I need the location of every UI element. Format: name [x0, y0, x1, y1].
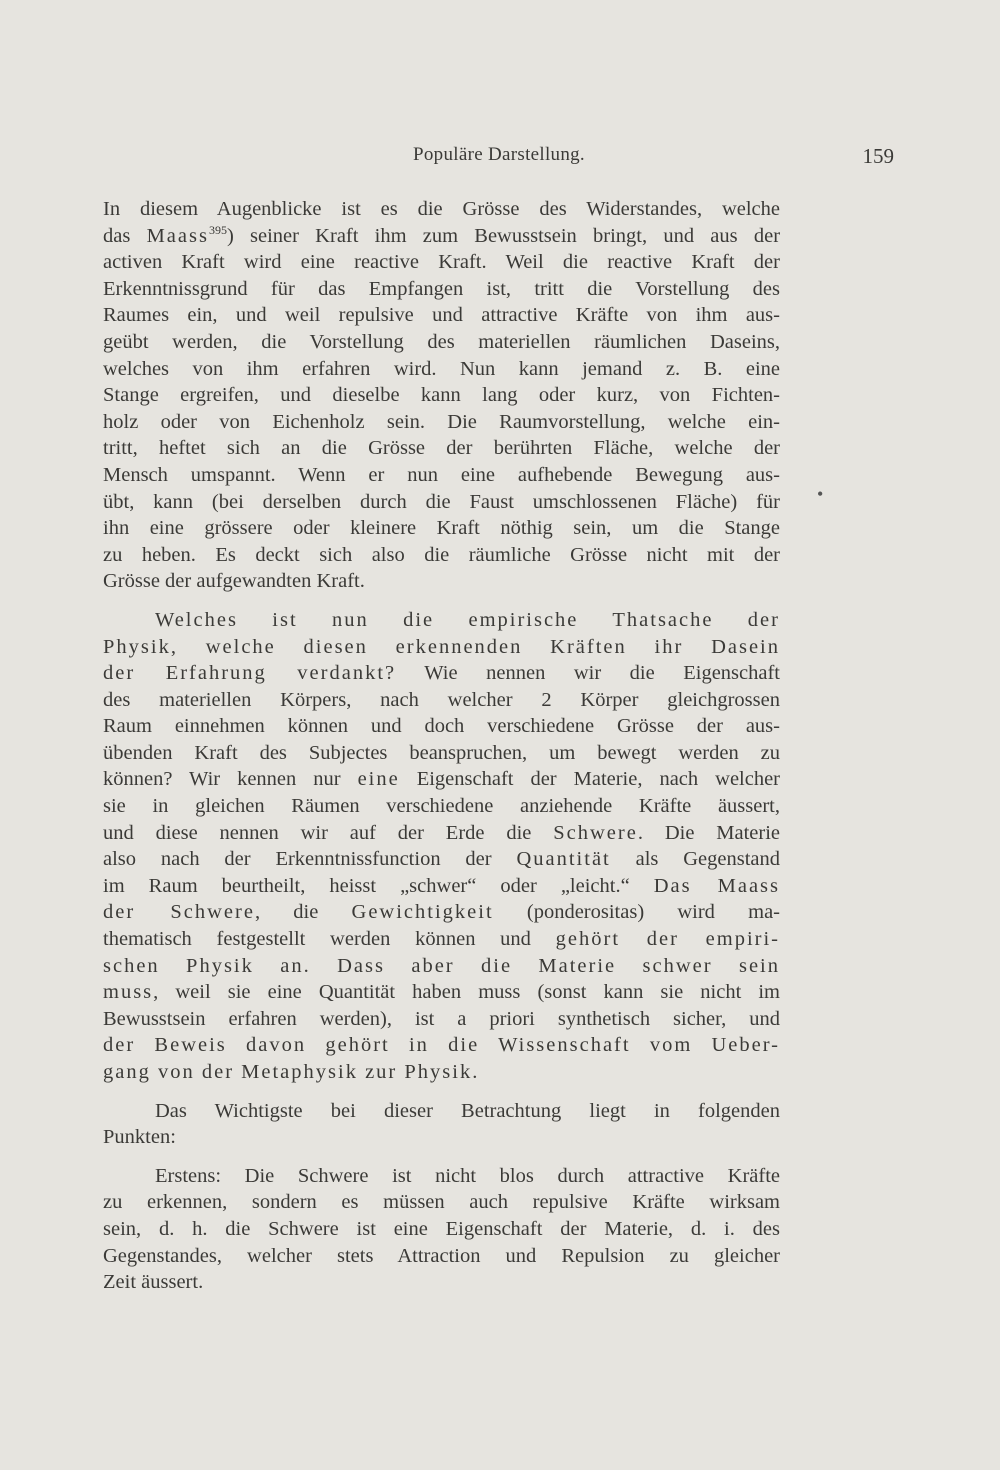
text-line: können? Wir kennen nur eine Eigenschaft der Materie, nach welcher: [103, 768, 781, 791]
text-line: zu heben. Es deckt sich also die räumliche Grösse nicht mit der: [103, 543, 780, 566]
paragraph-3: [103, 1098, 780, 1151]
text-line: Erstens: Die Schwere ist nicht blos durch attractive Kräfte: [155, 1164, 780, 1187]
text-line: Raumes ein, und weil repulsive und attractive Kräfte von ihm aus-: [103, 304, 780, 327]
text-line: Erkenntnissgrund für das Empfangen ist, tritt die Vorstellung des: [103, 277, 780, 300]
text-line: sein, d. h. die Schwere ist eine Eigenschaft der Materie, d. i. des: [103, 1217, 780, 1240]
text-line: geübt werden, die Vorstellung des materiellen räumlichen Daseins,: [103, 330, 780, 353]
text-line: muss, weil sie eine Quantität haben muss (sonst kann sie nicht im: [103, 981, 780, 1004]
text-line: des materiellen Körpers, nach welcher 2 Körper gleichgrossen: [103, 688, 780, 711]
paragraph-1: [103, 196, 780, 595]
text-line: welches von ihm erfahren wird. Nun kann jemand z. B. eine: [103, 357, 780, 380]
text-line: übenden Kraft des Subjectes beanspruchen, um bewegt werden zu: [103, 741, 780, 764]
text-line: thematisch festgestellt werden können und gehört der empiri-: [103, 928, 781, 951]
print-mark: •: [817, 484, 824, 504]
text-line: das Maass$^{395}$) seiner Kraft ihm zum Bewusstsein bringt, und aus der: [103, 222, 781, 247]
paragraph-2: [103, 607, 780, 1086]
text-line: schen Physik an. Dass aber die Materie schwer sein: [103, 954, 780, 977]
text-line: Physik, welche diesen erkennenden Kräften ihr Dasein: [103, 635, 780, 658]
text-line: der Beweis davon gehört in die Wissenschaft vom Ueber-: [103, 1034, 780, 1057]
text-line: holz oder von Eichenholz sein. Die Raumvorstellung, welche ein-: [103, 410, 780, 433]
text-line: tritt, heftet sich an die Grösse der berührten Fläche, welche der: [103, 437, 780, 460]
text-line: Mensch umspannt. Wenn er nun eine aufhebende Bewegung aus-: [103, 463, 780, 486]
text-line: Das Wichtigste bei dieser Betrachtung liegt in folgenden: [155, 1099, 780, 1122]
text-line: Punkten:: [103, 1126, 176, 1149]
text-line: ihn eine grössere oder kleinere Kraft nöthig sein, um die Stange: [103, 517, 780, 540]
body-text: [103, 196, 780, 1296]
text-line: Gegenstandes, welcher stets Attraction und Repulsion zu gleicher: [103, 1244, 780, 1267]
text-line: gang von der Metaphysik zur Physik.: [103, 1061, 480, 1083]
page-number: 159: [862, 144, 894, 168]
text-line: sie in gleichen Räumen verschiedene anziehende Kräfte äussert,: [103, 795, 780, 818]
footnote-ref: 395: [208, 222, 227, 237]
running-head: [102, 144, 896, 170]
text-line: der Schwere, die Gewichtigkeit (ponderositas) wird ma-: [103, 901, 780, 924]
text-line: übt, kann (bei derselben durch die Faust umschlossenen Fläche) für: [103, 490, 780, 513]
text-line: und diese nennen wir auf der Erde die Schwere. Die Materie: [103, 821, 780, 844]
text-line: Grösse der aufgewandten Kraft.: [103, 570, 365, 593]
text-line: der Erfahrung verdankt? Wie nennen wir die Eigenschaft: [103, 662, 780, 685]
text-line: zu erkennen, sondern es müssen auch repulsive Kräfte wirksam: [103, 1191, 780, 1214]
text-line: im Raum beurtheilt, heisst „schwer“ oder „leicht.“ Das Maass: [103, 874, 781, 897]
text-line: Raum einnehmen können und doch verschiedene Grösse der aus-: [103, 715, 780, 738]
running-head-title: Populäre Darstellung.: [413, 144, 585, 165]
text-line: Welches ist nun die empirische Thatsache der: [155, 608, 780, 631]
paragraph-4: [103, 1163, 780, 1296]
text-line: also nach der Erkenntnissfunction der Quantität als Gegenstand: [103, 848, 781, 871]
text-line: activen Kraft wird eine reactive Kraft. Weil die reactive Kraft der: [103, 251, 780, 274]
text-line: Zeit äussert.: [103, 1271, 204, 1294]
text-line: In diesem Augenblicke ist es die Grösse des Widerstandes, welche: [103, 198, 780, 220]
text-line: Stange ergreifen, und dieselbe kann lang oder kurz, von Fichten-: [103, 384, 780, 407]
text-line: Bewusstsein erfahren werden), ist a priori synthetisch sicher, und: [103, 1007, 780, 1030]
